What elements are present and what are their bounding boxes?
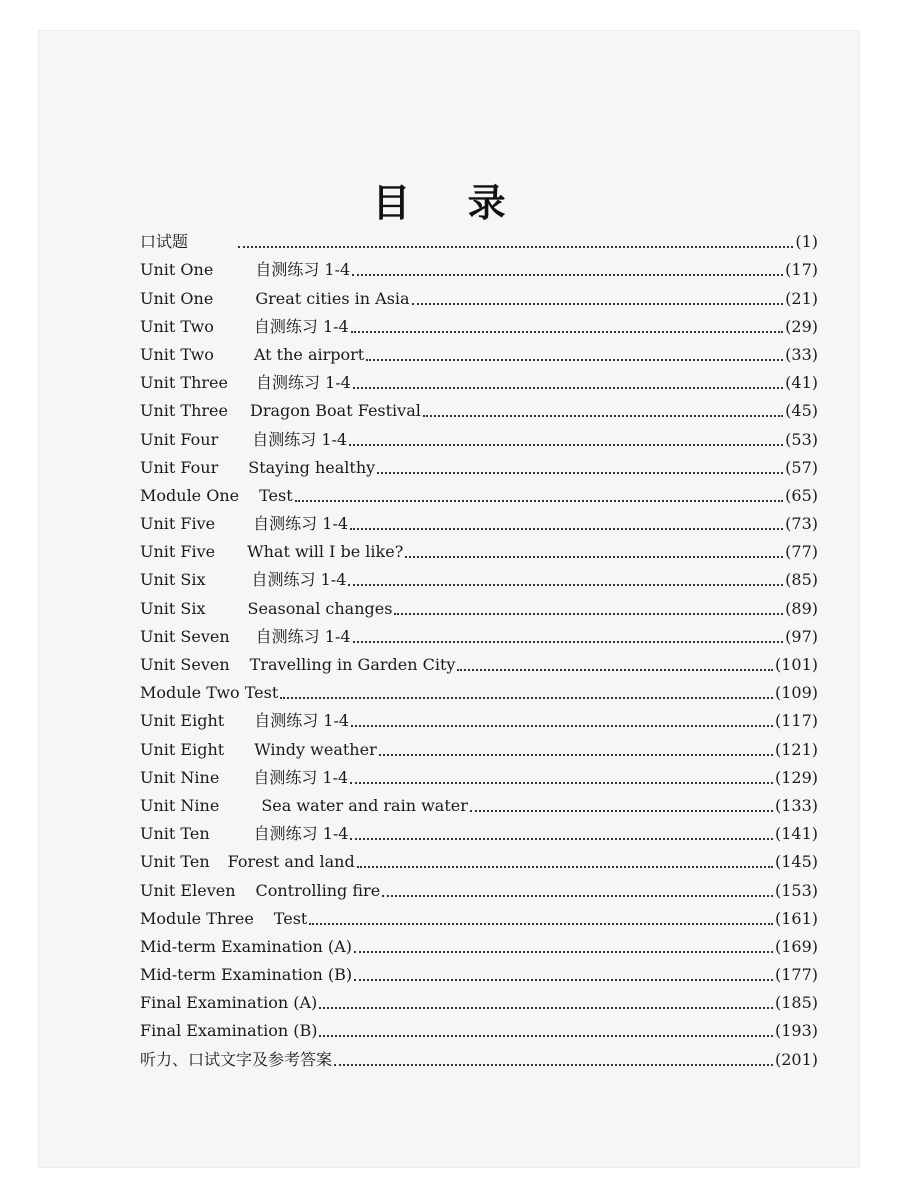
toc-row bbox=[140, 224, 818, 252]
toc-page-number: (129) bbox=[774, 767, 818, 787]
toc-topic-label: 自测练习 1-4 bbox=[254, 711, 350, 731]
toc-unit-label: Unit One bbox=[140, 288, 214, 308]
page-title: 目 录 bbox=[372, 181, 528, 225]
toc-unit-label: Unit Nine bbox=[140, 767, 220, 787]
toc-topic-label: 自测练习 1-4 bbox=[253, 767, 349, 787]
toc-unit-label: Unit Two bbox=[140, 316, 214, 336]
toc-page-number: (177) bbox=[774, 965, 818, 985]
toc-topic-label: Test bbox=[273, 908, 308, 928]
toc-unit-label: Unit Four bbox=[140, 429, 219, 449]
toc-row bbox=[140, 985, 818, 1013]
toc-page-number: (89) bbox=[785, 598, 818, 618]
toc-row bbox=[140, 506, 818, 534]
toc-page-number: (17) bbox=[785, 260, 818, 280]
toc-topic-label: 自测练习 1-4 bbox=[252, 429, 348, 449]
toc-unit-label: Mid-term Examination (A) bbox=[140, 936, 352, 956]
toc-page-number: (145) bbox=[774, 852, 818, 872]
toc-row bbox=[140, 675, 818, 703]
toc-topic-label: Forest and land bbox=[227, 852, 355, 872]
toc-row bbox=[140, 731, 818, 759]
toc-row bbox=[140, 844, 818, 872]
toc-unit-label: Unit Seven bbox=[140, 626, 230, 646]
toc-dot-leader bbox=[470, 810, 773, 812]
toc-unit-label: Unit Eleven bbox=[140, 880, 236, 900]
toc-page-number: (201) bbox=[774, 1049, 818, 1069]
toc-dot-leader bbox=[423, 415, 783, 417]
toc-row bbox=[140, 478, 818, 506]
toc-row bbox=[140, 788, 818, 816]
toc-unit-label: Module Three bbox=[140, 908, 254, 928]
toc-topic-label: Controlling fire bbox=[255, 880, 381, 900]
toc-row bbox=[140, 252, 818, 280]
toc-row bbox=[140, 1041, 818, 1069]
toc-unit-label: Unit Ten bbox=[140, 852, 210, 872]
toc-dot-leader bbox=[334, 1064, 773, 1066]
toc-topic-label: 自测练习 1-4 bbox=[253, 316, 349, 336]
toc-row bbox=[140, 365, 818, 393]
toc-row bbox=[140, 901, 818, 929]
toc-row bbox=[140, 957, 818, 985]
toc-dot-leader bbox=[319, 1035, 773, 1037]
toc-page-number: (133) bbox=[774, 795, 818, 815]
toc-page-number: (41) bbox=[785, 373, 818, 393]
toc-dot-leader bbox=[377, 472, 783, 474]
toc-row bbox=[140, 647, 818, 675]
toc-topic-label: Sea water and rain water bbox=[261, 795, 468, 815]
toc-row bbox=[140, 619, 818, 647]
toc-row bbox=[140, 1013, 818, 1041]
toc-page-number: (29) bbox=[785, 316, 818, 336]
toc-topic-label: 自测练习 1-4 bbox=[253, 514, 349, 534]
toc-page-number: (97) bbox=[785, 626, 818, 646]
toc-row bbox=[140, 929, 818, 957]
toc-dot-leader bbox=[351, 331, 783, 333]
toc-page-number: (185) bbox=[774, 993, 818, 1013]
toc-unit-label: Unit Eight bbox=[140, 739, 225, 759]
toc-topic-label: Staying healthy bbox=[248, 457, 376, 477]
toc-page-number: (57) bbox=[785, 457, 818, 477]
toc-page-number: (101) bbox=[774, 655, 818, 674]
toc-unit-label: 听力、口试文字及参考答案 bbox=[140, 1049, 333, 1069]
toc-dot-leader bbox=[352, 274, 783, 276]
toc-row bbox=[140, 703, 818, 731]
toc-unit-label: Unit Two bbox=[140, 344, 214, 364]
toc-topic-label: Test bbox=[259, 485, 293, 505]
toc-dot-leader bbox=[405, 556, 783, 558]
toc-dot-leader bbox=[349, 444, 783, 446]
toc-dot-leader bbox=[351, 725, 773, 727]
toc-dot-leader bbox=[319, 1007, 773, 1009]
toc-row bbox=[140, 280, 818, 308]
toc-dot-leader bbox=[412, 303, 784, 305]
toc-topic-label: Dragon Boat Festival bbox=[249, 401, 421, 421]
toc-unit-label: Unit Six bbox=[140, 598, 206, 618]
toc-page-number: (117) bbox=[774, 711, 818, 731]
toc-dot-leader bbox=[357, 866, 773, 868]
toc-row bbox=[140, 562, 818, 590]
toc-page-number: (193) bbox=[774, 1021, 818, 1041]
toc-unit-label: Mid-term Examination (B) bbox=[140, 965, 353, 985]
toc-dot-leader bbox=[379, 754, 773, 756]
toc-topic-label: 自测练习 1-4 bbox=[255, 373, 351, 393]
toc-page-number: (45) bbox=[785, 401, 818, 421]
toc-unit-label: Module One bbox=[140, 485, 240, 505]
toc-row bbox=[140, 760, 818, 788]
toc-unit-label: Final Examination (B) bbox=[140, 1021, 318, 1041]
toc-dot-leader bbox=[348, 584, 783, 586]
toc-page-number: (85) bbox=[785, 570, 818, 590]
toc-topic-label: Seasonal changes bbox=[247, 598, 393, 618]
toc-topic-label: 自测练习 1-4 bbox=[253, 824, 349, 844]
toc-topic-label: 自测练习 1-4 bbox=[251, 570, 347, 590]
toc-row bbox=[140, 590, 818, 618]
toc-row bbox=[140, 421, 818, 449]
toc-dot-leader bbox=[295, 500, 783, 502]
toc-dot-leader bbox=[353, 387, 783, 389]
toc-page-number: (21) bbox=[785, 288, 818, 308]
toc-dot-leader bbox=[353, 641, 784, 643]
toc-topic-label: At the airport bbox=[253, 344, 365, 364]
toc-topic-label: Great cities in Asia bbox=[255, 288, 410, 308]
toc-row bbox=[140, 309, 818, 337]
toc-dot-leader bbox=[238, 246, 793, 248]
toc-topic-label: 自测练习 1-4 bbox=[255, 626, 351, 646]
toc-page-number: (169) bbox=[774, 936, 818, 956]
toc-unit-label: Unit Six bbox=[140, 570, 206, 590]
toc-page-number: (73) bbox=[785, 514, 818, 534]
toc-page-number: (77) bbox=[785, 542, 818, 562]
toc-dot-leader bbox=[354, 951, 773, 953]
toc-page-number: (153) bbox=[774, 880, 818, 900]
toc-unit-label: Unit Three bbox=[140, 373, 228, 393]
toc-dot-leader bbox=[366, 359, 783, 361]
toc-page-number: (141) bbox=[774, 824, 818, 844]
toc-unit-label: Unit Nine bbox=[140, 795, 220, 815]
toc-topic-label: 自测练习 1-4 bbox=[255, 260, 351, 280]
toc-unit-label: Unit Eight bbox=[140, 711, 225, 731]
toc-topic-label: Travelling in Garden City bbox=[249, 655, 456, 674]
toc-page-number: (109) bbox=[774, 683, 818, 703]
toc-row bbox=[140, 816, 818, 844]
toc-unit-label: Unit Three bbox=[140, 401, 228, 421]
toc-unit-label: 口试题 bbox=[140, 232, 189, 252]
toc-dot-leader bbox=[280, 697, 773, 699]
toc-dot-leader bbox=[309, 923, 773, 925]
toc-dot-leader bbox=[350, 528, 783, 530]
toc-row bbox=[140, 337, 818, 365]
toc-page-number: (1) bbox=[795, 232, 818, 252]
toc-unit-label: Final Examination (A) bbox=[140, 993, 318, 1013]
toc-row bbox=[140, 393, 818, 421]
toc-topic-label: What will I be like? bbox=[247, 542, 404, 562]
toc-dot-leader bbox=[350, 782, 773, 784]
toc-unit-label: Unit Seven bbox=[140, 655, 230, 674]
toc-dot-leader bbox=[457, 669, 773, 671]
toc-row bbox=[140, 534, 818, 562]
toc-dot-leader bbox=[382, 895, 773, 897]
toc-unit-label: Unit Ten bbox=[140, 824, 210, 844]
toc-unit-label: Unit One bbox=[140, 260, 214, 280]
toc-unit-label: Unit Five bbox=[140, 514, 216, 534]
toc-unit-label: Unit Four bbox=[140, 457, 219, 477]
toc-page-number: (65) bbox=[785, 485, 818, 505]
toc-page-number: (33) bbox=[785, 344, 818, 364]
toc-unit-label: Module Two Test bbox=[140, 683, 279, 703]
toc-row bbox=[140, 872, 818, 900]
table-of-contents bbox=[140, 224, 818, 1070]
toc-row bbox=[140, 450, 818, 478]
toc-dot-leader bbox=[394, 613, 783, 615]
toc-dot-leader bbox=[350, 838, 772, 840]
toc-page-number: (161) bbox=[774, 908, 818, 928]
toc-topic-label: Windy weather bbox=[254, 739, 377, 759]
toc-unit-label: Unit Five bbox=[140, 542, 216, 562]
toc-page-number: (121) bbox=[774, 739, 818, 759]
toc-dot-leader bbox=[354, 979, 773, 981]
toc-page-number: (53) bbox=[785, 429, 818, 449]
